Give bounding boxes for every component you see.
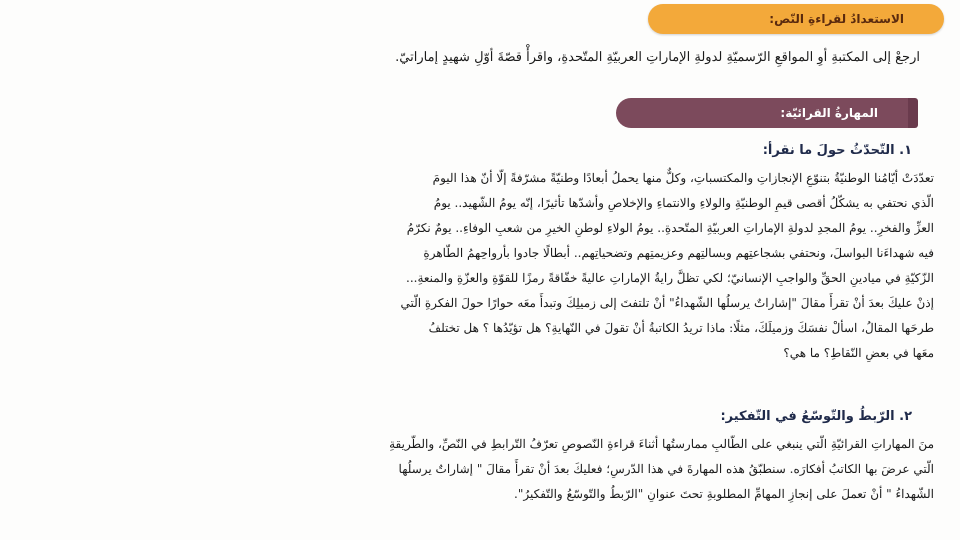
prep-reading-banner <box>648 4 944 34</box>
paragraph-line: الّتي عرضَ بها الكاتبُ أفكارَه. سنطبّقُ هذه المهارةَ في هذا الدّرسِ؛ فعليكَ بعدَ أنْ تقرأَ مقالَ " إشاراتٌ يرسلُها <box>398 462 934 476</box>
paragraph-line: فيه شهداءَنا البواسلَ، ونحتفي بشجاعتِهم وبسالتِهم وعزيمتِهم وتضحياتِهم.. أبطالًا جادوا بأرواحِهمُ الطّاهرةِ <box>423 246 934 260</box>
paragraph-line: العزِّ والفخرِ.. يومُ المجدِ لدولةِ الإماراتِ العربيّةِ المتّحدةِ.. يومُ الولاءِ لوطنِ الخيرِ من شعبِ الوفاءِ.. يومٌ نكرّمُ <box>406 221 934 235</box>
paragraph-line: الشّهداءُ " أنْ تعملَ على إنجازِ المهامِّ المطلوبةِ تحتَ عنوانِ "الرّبطُ والتّوسّعُ والتّفكيرُ". <box>514 487 934 501</box>
section-1-paragraph <box>28 166 934 366</box>
paragraph-line: الزّكيّةِ في ميادينِ الحقِّ والواجبِ الإنسانيّ؛ لكي تظلَّ رايةُ الإماراتِ عاليةً خفّاقةً رمزًا للقوّةِ والعزّةِ والمنعةِ... <box>406 271 934 285</box>
prep-reading-title: الاستعدادُ لقراءةِ النّص: <box>769 12 904 26</box>
section-1-heading: ١. التّحدّثُ حولَ ما نقرأ: <box>762 143 912 158</box>
paragraph-line: إذنْ عليكَ بعدَ أنْ تقرأَ مقالَ "إشاراتٌ يرسلُها الشّهداءُ" أنْ تلتفتَ إلى زميلِكَ وتبدأَ معَه حوارًا حولَ الفكرةِ الّتي <box>400 296 934 310</box>
paragraph-line: الّذي نحتفي به يشكّلُ أقصى قيمِ الوطنيّةِ والولاءِ والانتماءِ والإخلاصِ وأشدّها تأثيرًا، إنّه يومُ الشّهيد.. يومُ <box>433 196 934 210</box>
reading-skill-banner <box>616 98 912 128</box>
paragraph-line: معَها في بعضِ النّقاطِ؟ ما هي؟ <box>783 346 934 360</box>
intro-instruction: ارجعْ إلى المكتبةِ أوِ المواقعِ الرّسميّةِ لدولةِ الإماراتِ العربيّةِ المتّحدةِ، واقرأْ قصّةَ أوّلِ شهيدٍ إماراتيّ. <box>395 50 920 65</box>
section-2-heading: ٢. الرّبطُ والتّوسّعُ في التّفكير: <box>720 409 912 424</box>
section-2-paragraph <box>28 432 934 507</box>
reading-skill-title: المهارةُ القرائيّة: <box>780 106 878 120</box>
paragraph-line: طرحَها المقالُ، اسألْ نفسَكَ وزميلَكَ، مثلًا: ماذا تريدُ الكاتبةُ أنْ تقولَ في النّهايةِ؟ هل تؤيّدُها ؟ هل تختلفُ <box>428 321 934 335</box>
paragraph-line: منَ المهاراتِ القرائيّةِ الّتي ينبغي على الطّالبِ ممارستُها أثناءَ قراءةِ النّصوصِ تعرّفُ التّرابطِ في النّصِّ، والطّريقةِ <box>389 437 934 451</box>
paragraph-line: تعدّدَتْ أيّامُنا الوطنيّةُ بتنوّعِ الإنجازاتِ والمكتسباتِ، وكلٌّ منها يحملُ أبعادًا وطنيّةً مشرّفةً إلّا أنّ هذا اليومَ <box>432 171 934 185</box>
